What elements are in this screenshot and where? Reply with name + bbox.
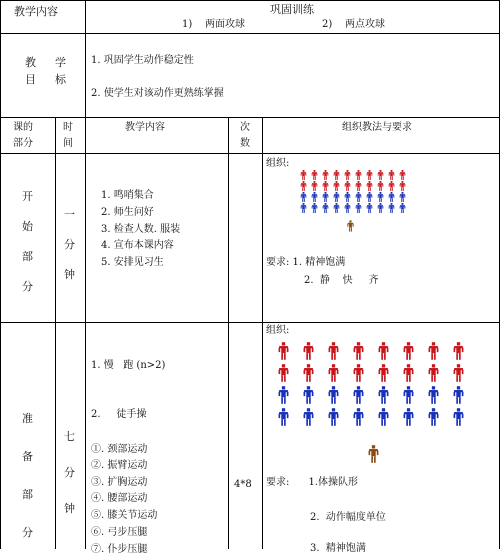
- person-icon: [428, 386, 439, 404]
- person-icon: [322, 181, 329, 191]
- rule-top: [0, 0, 500, 1]
- person-icon: [333, 170, 340, 180]
- prep-exercise-2: ②. 振臂运动: [91, 460, 148, 471]
- rule-time-sep: [85, 117, 86, 549]
- goals-label-1a: 教: [25, 56, 36, 69]
- person-icon: [311, 192, 318, 202]
- person-icon: [366, 170, 373, 180]
- person-icon: [353, 342, 364, 360]
- person-icon: [300, 181, 307, 191]
- person-icon: [328, 386, 339, 404]
- person-icon: [333, 181, 340, 191]
- rule-content-sep: [228, 117, 229, 549]
- person-icon: [378, 408, 389, 426]
- start-part-char: 开: [22, 190, 33, 203]
- goal-item-2: 2. 使学生对该动作更熟练掌握: [91, 88, 224, 99]
- person-icon: [453, 342, 464, 360]
- person-icon: [278, 342, 289, 360]
- header-label: 教学内容: [14, 5, 58, 18]
- person-icon: [388, 181, 395, 191]
- person-icon: [278, 408, 289, 426]
- prep-req-2: 2. 动作幅度单位: [310, 512, 386, 523]
- person-icon: [311, 181, 318, 191]
- prep-reps: 4*8: [234, 479, 252, 490]
- person-icon: [403, 386, 414, 404]
- prep-exercise-1: ①. 颈部运动: [91, 444, 148, 455]
- person-icon: [328, 342, 339, 360]
- person-icon: [303, 342, 314, 360]
- start-item-1: 1. 鸣哨集合: [101, 190, 154, 201]
- person-icon: [399, 170, 406, 180]
- start-req-2: 2. 静 快 齐: [304, 275, 379, 286]
- col-part-2: 部分: [13, 138, 33, 149]
- person-icon: [344, 203, 351, 213]
- person-icon: [353, 364, 364, 382]
- person-icon: [322, 192, 329, 202]
- rule-columns: [0, 153, 500, 154]
- start-part-char: 分: [22, 280, 33, 293]
- person-icon: [353, 386, 364, 404]
- person-icon: [311, 170, 318, 180]
- person-icon: [278, 364, 289, 382]
- prep-part-char: 备: [22, 450, 33, 463]
- start-time-char: 一: [64, 208, 75, 221]
- person-icon: [322, 170, 329, 180]
- col-reps-1: 次: [240, 122, 250, 133]
- person-icon: [388, 170, 395, 180]
- start-part-char: 始: [22, 220, 33, 233]
- prep-exercise-7: ⑦. 仆步压腿: [91, 544, 148, 555]
- goals-label-1b: 学: [55, 56, 66, 69]
- person-icon: [403, 408, 414, 426]
- person-icon: [303, 408, 314, 426]
- person-icon: [377, 203, 384, 213]
- person-icon: [300, 170, 307, 180]
- start-item-5: 5. 安排见习生: [101, 257, 164, 268]
- person-icon: [428, 342, 439, 360]
- goals-label-2a: 目: [25, 73, 36, 86]
- person-icon: [355, 170, 362, 180]
- person-icon: [403, 364, 414, 382]
- prep-exercise-title: 2. 徒手操: [91, 409, 147, 420]
- start-time-char: 钟: [64, 268, 75, 281]
- person-icon: [378, 342, 389, 360]
- start-item-3: 3. 检查人数. 服装: [101, 224, 181, 235]
- prep-req-3: 3. 精神饱满: [310, 543, 366, 554]
- person-icon: [344, 192, 351, 202]
- person-icon: [377, 181, 384, 191]
- teacher-icon: [368, 444, 379, 464]
- person-icon: [428, 364, 439, 382]
- header-item-2: 2) 两点攻球: [322, 19, 385, 30]
- person-icon: [311, 203, 318, 213]
- start-item-4: 4. 宣布本课内容: [101, 240, 174, 251]
- person-icon: [378, 364, 389, 382]
- person-icon: [453, 386, 464, 404]
- prep-formation: [278, 342, 478, 472]
- person-icon: [388, 192, 395, 202]
- col-time-2: 间: [63, 138, 73, 149]
- rule-reps-sep: [262, 117, 263, 549]
- person-icon: [328, 408, 339, 426]
- prep-part-char: 部: [22, 488, 33, 501]
- person-icon: [377, 170, 384, 180]
- start-req-label: 要求: 1. 精神饱满: [266, 257, 346, 268]
- prep-org-label: 组织:: [266, 325, 290, 336]
- goals-label-2b: 标: [55, 73, 66, 86]
- prep-part-label: [22, 410, 33, 540]
- person-icon: [378, 386, 389, 404]
- person-icon: [453, 364, 464, 382]
- person-icon: [344, 181, 351, 191]
- prep-time-char: 七: [64, 430, 75, 443]
- person-icon: [300, 192, 307, 202]
- col-time-1: 时: [63, 122, 73, 133]
- rule-start: [0, 322, 500, 323]
- person-icon: [403, 342, 414, 360]
- prep-exercise-4: ④. 腰部运动: [91, 493, 148, 504]
- prep-part-char: 分: [22, 526, 33, 539]
- person-icon: [399, 203, 406, 213]
- prep-time-label: [64, 428, 75, 516]
- prep-part-char: 准: [22, 412, 33, 425]
- header-title: 巩固训练: [270, 3, 314, 16]
- rule-goals: [0, 117, 500, 118]
- col-method: 组织教法与要求: [342, 122, 412, 133]
- person-icon: [303, 364, 314, 382]
- rule-part-sep: [55, 117, 56, 549]
- teacher-icon: [347, 220, 354, 232]
- prep-exercise-6: ⑥. 弓步压腿: [91, 527, 148, 538]
- rule-left: [0, 0, 1, 549]
- col-part-1: 课的: [13, 122, 33, 133]
- rule-header: [0, 33, 500, 34]
- person-icon: [453, 408, 464, 426]
- person-icon: [344, 170, 351, 180]
- prep-req-label: 要求: 1.体操队形: [266, 477, 358, 488]
- person-icon: [399, 181, 406, 191]
- person-icon: [355, 181, 362, 191]
- person-icon: [388, 203, 395, 213]
- prep-exercise-3: ③. 扩胸运动: [91, 477, 148, 488]
- prep-time-char: 分: [64, 466, 75, 479]
- person-icon: [333, 203, 340, 213]
- prep-exercise-5: ⑤. 膝关节运动: [91, 510, 158, 521]
- header-item-1: 1) 两面攻球: [182, 19, 245, 30]
- person-icon: [333, 192, 340, 202]
- person-icon: [355, 203, 362, 213]
- person-icon: [322, 203, 329, 213]
- goal-item-1: 1. 巩固学生动作稳定性: [91, 55, 194, 66]
- person-icon: [366, 203, 373, 213]
- start-item-2: 2. 师生问好: [101, 207, 154, 218]
- col-content: 教学内容: [125, 122, 165, 133]
- start-time-char: 分: [64, 238, 75, 251]
- person-icon: [300, 203, 307, 213]
- prep-time-char: 钟: [64, 502, 75, 515]
- start-time-label: [64, 206, 75, 282]
- person-icon: [328, 364, 339, 382]
- person-icon: [377, 192, 384, 202]
- start-formation: [300, 170, 420, 240]
- person-icon: [303, 386, 314, 404]
- person-icon: [353, 408, 364, 426]
- person-icon: [428, 408, 439, 426]
- person-icon: [278, 386, 289, 404]
- start-part-label: [22, 188, 33, 294]
- person-icon: [399, 192, 406, 202]
- start-part-char: 部: [22, 250, 33, 263]
- person-icon: [355, 192, 362, 202]
- person-icon: [366, 181, 373, 191]
- prep-run: 1. 慢 跑 (n>2): [91, 360, 166, 371]
- start-org-label: 组织:: [266, 158, 290, 169]
- col-reps-2: 数: [240, 138, 250, 149]
- person-icon: [366, 192, 373, 202]
